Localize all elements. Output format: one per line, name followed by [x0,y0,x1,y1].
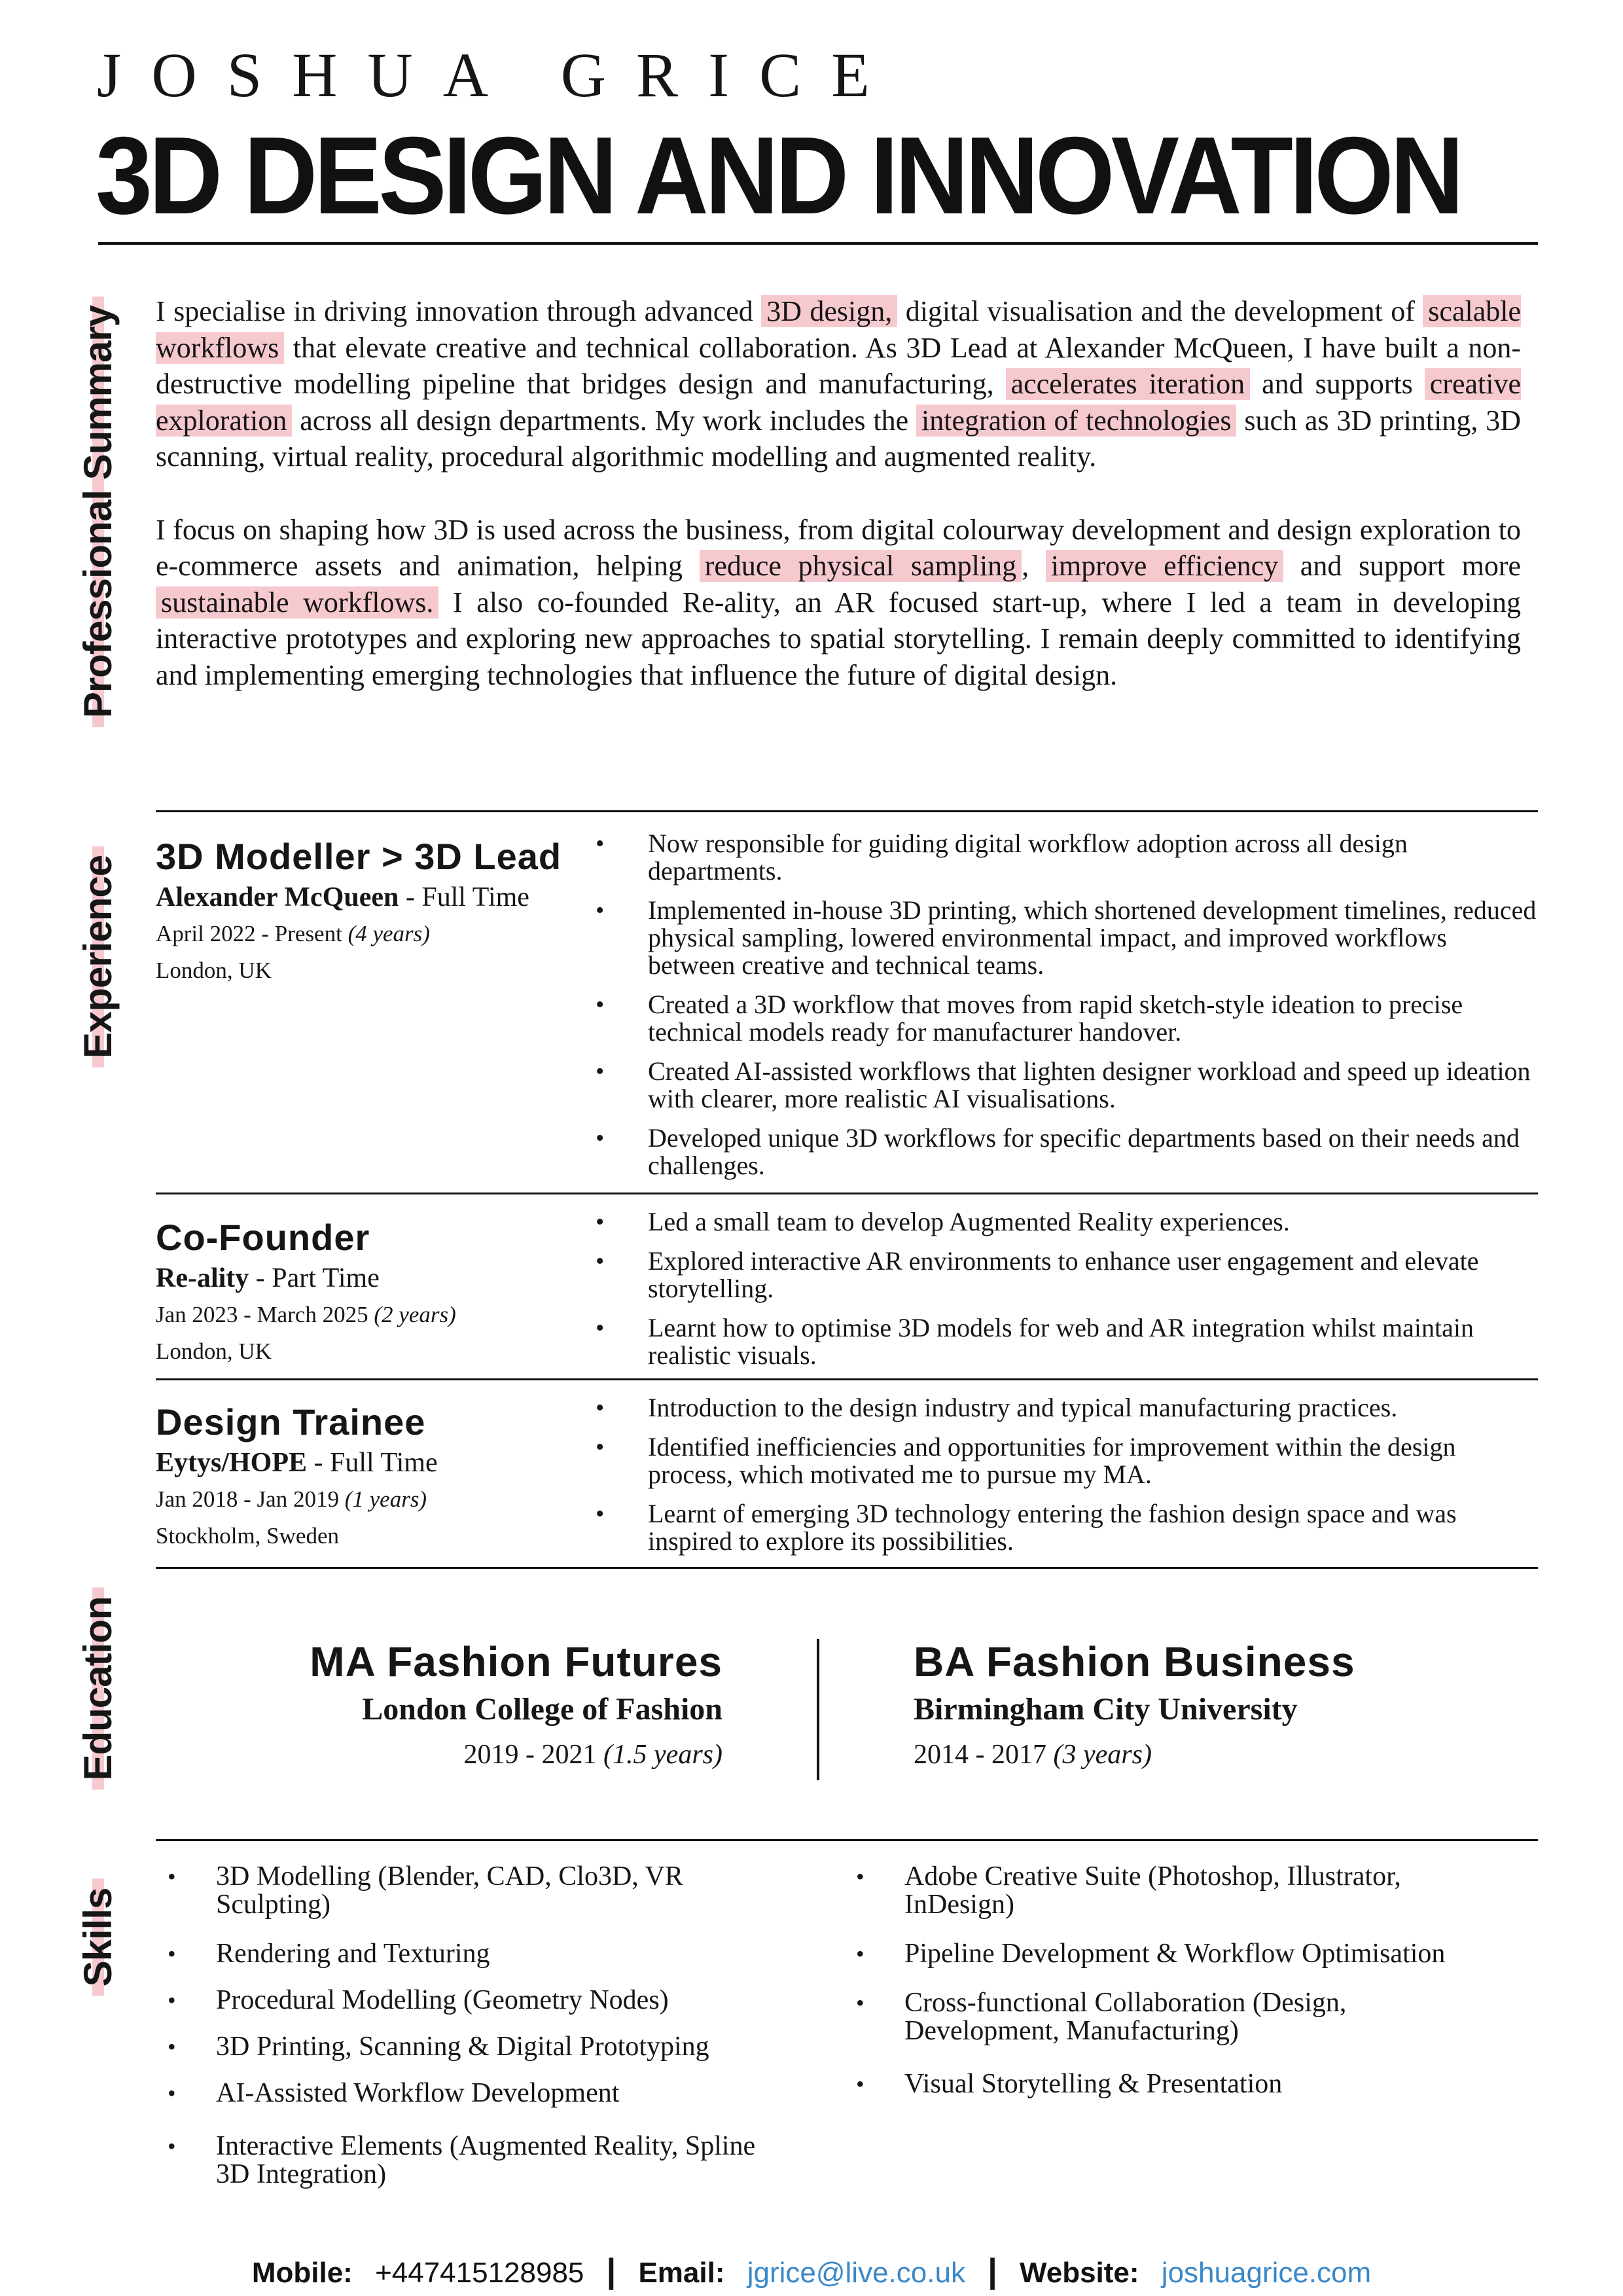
email-label: Email: [638,2257,725,2289]
list-item: • Now responsible for guiding digital workflow adoption across all design departments. [596,830,1538,885]
list-item: • Pipeline Development & Workflow Optimisation [844,1940,1499,1968]
education-entry [914,1636,1355,1774]
job-location: London, UK [156,1338,272,1364]
list-item: • Implemented in-house 3D printing, which shortened development timelines, reduced physical sampling, lowered environmental impact, and improved workflows between creative and technical teams. [596,897,1538,979]
list-item: • Adobe Creative Suite (Photoshop, Illustrator, InDesign) [844,1863,1499,1919]
experience-divider [156,1193,1538,1194]
job-company: Eytys/HOPE - Full Time [156,1448,438,1478]
job-bullets [596,830,1538,1191]
summary-paragraph-2: I focus on shaping how 3D is used across the business, from digital colourway development and design exploration to e-commerce assets and animation, helping reduce physical sampling , improve efficiency and support more sustainable workflows. I also co-founded Re-ality, an AR focused start-up, where I led a team in developing interactive prototypes and exploring new approaches to spatial storytelling. I remain deeply committed to identifying and implementing emerging technologies that influence the future of digital design. [156,513,1521,691]
job-title: 3D Modeller > 3D Lead [156,836,562,877]
summary-label-text: Professional Summary [73,296,123,727]
education-bottom-divider [156,1839,1538,1841]
highlight: improve efficiency [1046,550,1283,582]
list-item: • 3D Printing, Scanning & Digital Prototyping [156,2033,771,2061]
website-link[interactable]: joshuagrice.com [1161,2257,1372,2289]
highlight: accelerates iteration [1006,368,1251,400]
degree-title: MA Fashion Futures [310,1638,722,1685]
highlight: integration of technologies [916,404,1236,437]
list-item: • Interactive Elements (Augmented Reality, Spline 3D Integration) [156,2132,771,2189]
contact-bar [0,2251,1623,2293]
highlight: scalable workflows [156,295,1521,364]
mobile-label: Mobile: [251,2257,353,2289]
job-company: Re-ality - Part Time [156,1263,380,1293]
job-location: London, UK [156,958,272,983]
job-location: Stockholm, Sweden [156,1523,339,1549]
school-name: London College of Fashion [362,1692,722,1727]
skills-list-right [844,1863,1499,2098]
email-link[interactable]: jgrice@live.co.uk [747,2257,965,2289]
highlight: sustainable workflows. [156,586,438,619]
list-item: • Introduction to the design industry and typical manufacturing practices. [596,1394,1538,1422]
job-title: Design Trainee [156,1401,426,1443]
job-bullets [596,1394,1538,1567]
education-entry [310,1636,722,1774]
highlight: reduce physical sampling [700,550,1022,582]
education-years: 2019 - 2021 (1.5 years) [463,1740,722,1770]
list-item: • Led a small team to develop Augmented Reality experiences. [596,1208,1538,1236]
list-item: • Procedural Modelling (Geometry Nodes) [156,1986,771,2015]
list-item: • 3D Modelling (Blender, CAD, Clo3D, VR Sculpting) [156,1863,771,1919]
education-divider [817,1639,819,1780]
experience-bottom-divider [156,1567,1538,1569]
contact-separator: | [606,2252,616,2290]
list-item: • Identified inefficiencies and opportunities for improvement within the design process, which motivated me to pursue my MA. [596,1433,1538,1488]
list-item: • Created a 3D workflow that moves from rapid sketch-style ideation to precise technical models ready for manufacturer handover. [596,991,1538,1046]
list-item: • Developed unique 3D workflows for specific departments based on their needs and challenges. [596,1124,1538,1179]
job-company: Alexander McQueen - Full Time [156,882,529,912]
headline-title: 3D DESIGN AND INNOVATION [96,114,1461,237]
summary-paragraph-1: I specialise in driving innovation through advanced 3D design, digital visualisation and the development of scalable workflows that elevate creative and technical collaboration. As 3D Lead at Alexander McQueen, I have built a non-destructive modelling pipeline that bridges design and manufacturing, accelerates iteration and supports creative exploration across all design departments. My work includes the integration of technologies such as 3D printing, 3D scanning, virtual reality, procedural algorithmic modelling and augmented reality. [156,295,1521,473]
job-title: Co-Founder [156,1217,370,1258]
experience-label-text: Experience [73,846,123,1067]
list-item: • Created AI-assisted workflows that lighten designer workload and speed up ideation with clearer, more realistic AI visualisations. [596,1058,1538,1113]
list-item: • Visual Storytelling & Presentation [844,2070,1499,2098]
skills-label-text: Skills [73,1879,123,1996]
list-item: • AI-Assisted Workflow Development [156,2079,771,2108]
degree-title: BA Fashion Business [914,1638,1355,1685]
school-name: Birmingham City University [914,1692,1298,1727]
professional-summary [156,293,1521,693]
list-item: • Cross-functional Collaboration (Design, Development, Manufacturing) [844,1989,1499,2045]
job-entry [156,835,562,990]
list-item: • Explored interactive AR environments to enhance user engagement and elevate storytelling. [596,1247,1538,1302]
experience-divider [156,1378,1538,1380]
experience-top-divider [156,810,1538,812]
skills-list-left [156,1863,771,2189]
highlight: creative exploration [156,368,1521,437]
job-bullets [596,1208,1538,1381]
job-entry [156,1401,438,1555]
education-years: 2014 - 2017 (3 years) [914,1740,1152,1770]
contact-separator: | [988,2252,997,2290]
education-label-text: Education [73,1587,123,1789]
list-item: • Learnt how to optimise 3D models for web and AR integration whilst maintain realistic visuals. [596,1314,1538,1369]
job-dates: Jan 2018 - Jan 2019 (1 years) [156,1486,427,1512]
header-divider [98,242,1538,245]
job-dates: Jan 2023 - March 2025 (2 years) [156,1302,456,1327]
list-item: • Rendering and Texturing [156,1940,771,1968]
job-entry [156,1216,456,1371]
list-item: • Learnt of emerging 3D technology entering the fashion design space and was inspired to explore its possibilities. [596,1500,1538,1555]
job-dates: April 2022 - Present (4 years) [156,921,430,946]
highlight: 3D design, [761,295,897,327]
mobile-number: +447415128985 [375,2257,584,2289]
website-label: Website: [1019,2257,1139,2289]
candidate-name: JOSHUA GRICE [97,40,900,110]
